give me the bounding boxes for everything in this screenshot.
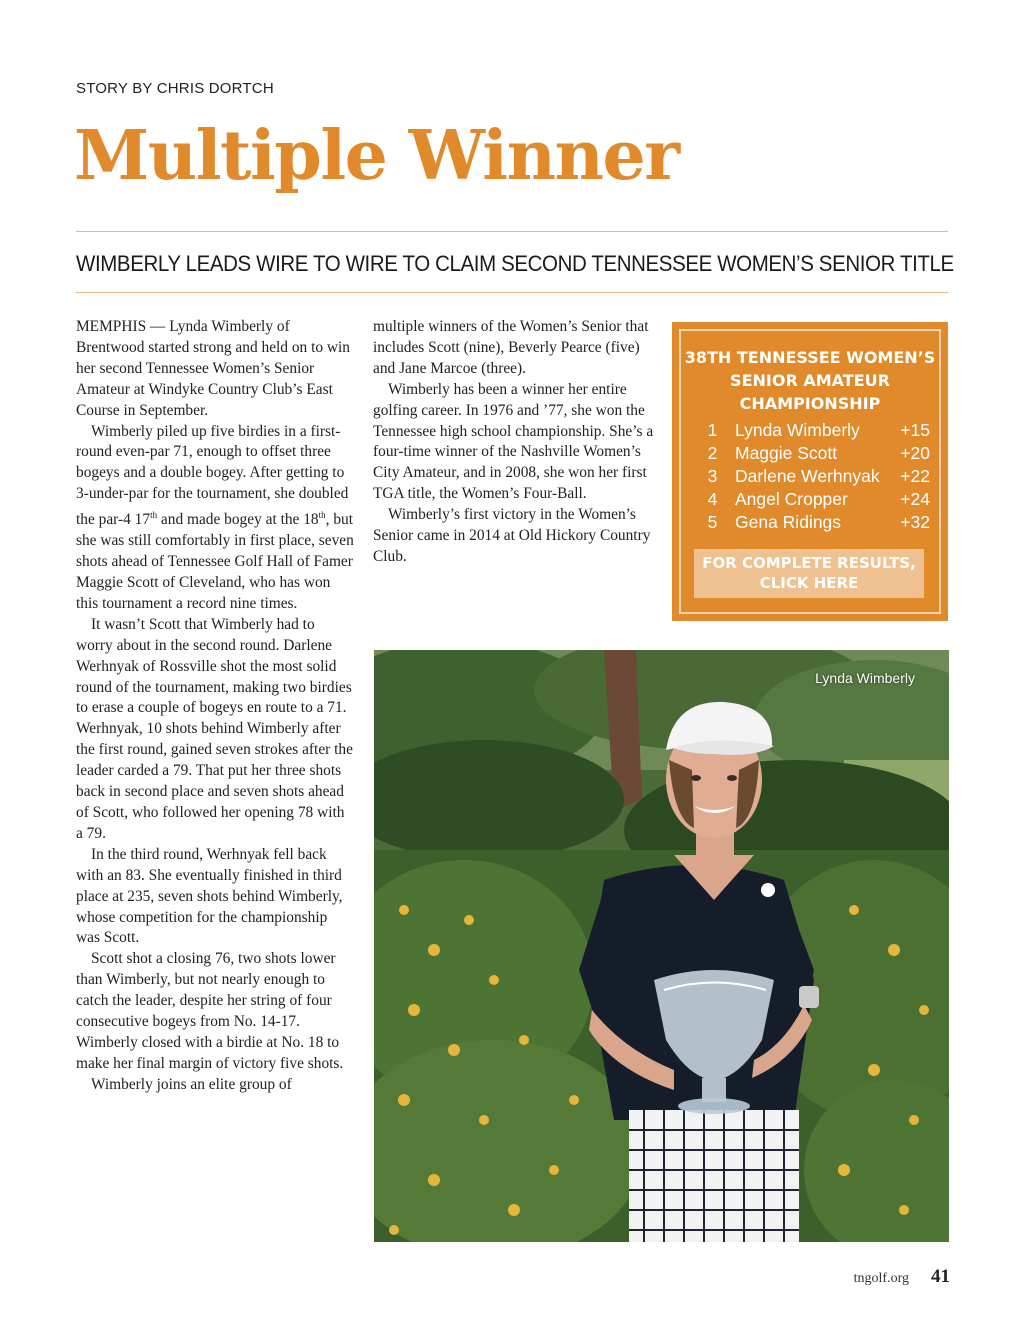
results-title: [672, 346, 948, 415]
results-title-line: SENIOR AMATEUR: [730, 371, 890, 390]
footer-site: tngolf.org: [853, 1271, 909, 1286]
standings-list: [700, 419, 930, 534]
standing-position: 2: [707, 443, 718, 463]
standing-row: [700, 465, 930, 488]
top-rule-divider: [76, 231, 948, 232]
standing-position: 4: [707, 489, 718, 509]
photo-caption: Lynda Wimberly: [815, 670, 915, 686]
standing-row: [700, 511, 930, 534]
results-link-line: FOR COMPLETE RESULTS,: [702, 554, 916, 572]
paragraph: Wimberly has been a winner her entire golfing career. In 1976 and ’77, she won the Tennessee high school championship. She’s a four-time winner of the Nashville Women’s City Amateur, and in 2008, she won her first TGA title, the Women’s Four-Ball.: [373, 380, 654, 503]
results-title-line: 38TH TENNESSEE WOMEN’S: [684, 348, 936, 367]
paragraph: It wasn’t Scott that Wimberly had to worry about in the second round. Darlene Werhnyak of Rossville shot the most solid round of the tournament, making two birdies to erase a couple of bogeys en route to a 71. Werhnyak, 10 shots behind Wimberly after the first round, gained seven strokes after the leader carded a 79. That put her three shots back in second place and seven shots ahead of Scott, who followed her opening 78 with a 79.: [76, 615, 353, 842]
standing-position: 3: [707, 466, 718, 486]
standing-score: +15: [900, 420, 930, 440]
paragraph: multiple winners of the Women’s Senior that includes Scott (nine), Beverly Pearce (five) and Jane Marcoe (three).: [373, 318, 649, 377]
standing-score: +32: [900, 512, 930, 532]
page-number: 41: [931, 1266, 950, 1287]
winner-photo: [374, 650, 949, 1242]
standing-player: Maggie Scott: [735, 443, 838, 463]
standing-player: Lynda Wimberly: [735, 420, 860, 440]
page-footer: [854, 1266, 950, 1288]
standing-position: 1: [707, 420, 718, 440]
paragraph: Wimberly joins an elite group of: [91, 1075, 292, 1093]
standing-player: Darlene Werhnyak: [735, 466, 880, 486]
paragraph: Wimberly’s first victory in the Women’s Senior came in 2014 at Old Hickory Country Club.: [373, 506, 651, 565]
standing-row: [700, 442, 930, 465]
standing-position: 5: [707, 512, 718, 532]
article-column-1: [76, 317, 354, 1096]
ordinal-suffix: th: [150, 510, 158, 521]
standing-score: +24: [900, 489, 930, 509]
article-column-2: [373, 317, 655, 568]
complete-results-link[interactable]: [694, 549, 924, 598]
winner-photo-illustration: [374, 650, 949, 1242]
standing-row: [700, 488, 930, 511]
standing-player: Gena Ridings: [735, 512, 842, 532]
paragraph: Wimberly piled up five birdies in a first-round even-par 71, enough to offset three bogeys and a double bogey. After getting to 3-under-par for the tournament, she doubled the par-4 17th and made bogey at the 18th, but she was still comfortably in first place, seven shots ahead of Tennessee Golf Hall of Famer Maggie Scott of Cleveland, who has won this tournament a record nine times.: [76, 422, 354, 612]
ordinal-suffix: th: [318, 510, 326, 521]
standing-row: [700, 419, 930, 442]
bottom-rule-divider: [76, 292, 948, 293]
paragraph: In the third round, Werhnyak fell back with an 83. She eventually finished in third place at 235, seven shots behind Wimberly, whose competition for the championship was Scott.: [76, 845, 343, 947]
standing-score: +20: [900, 443, 930, 463]
results-title-line: CHAMPIONSHIP: [739, 394, 881, 413]
paragraph: MEMPHIS — Lynda Wimberly of Brentwood started strong and held on to win her second Tennessee Women’s Senior Amateur at Windyke Country Club’s East Course in September.: [76, 318, 350, 419]
byline: STORY BY CHRIS DORTCH: [76, 80, 274, 97]
paragraph: Scott shot a closing 76, two shots lower than Wimberly, but not nearly enough to catch the leader, despite her string of four consecutive bogeys from No. 14-17. Wimberly closed with a birdie at No. 18 to make her final margin of victory five shots.: [76, 950, 344, 1072]
standing-player: Angel Cropper: [735, 489, 848, 509]
headline: Multiple Winner: [74, 116, 679, 196]
standing-score: +22: [900, 466, 930, 486]
results-box: [672, 322, 948, 621]
results-link-line: CLICK HERE: [759, 574, 859, 592]
deck-subheadline: WIMBERLY LEADS WIRE TO WIRE TO CLAIM SECOND TENNESSEE WOMEN’S SENIOR TITLE: [76, 251, 954, 276]
